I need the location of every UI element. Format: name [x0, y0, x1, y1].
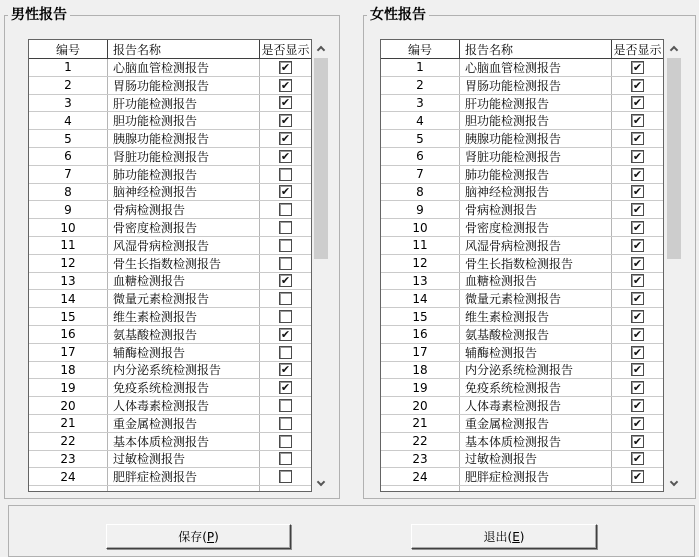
display-checkbox-cell	[612, 308, 663, 325]
row-number-cell: 24	[381, 468, 460, 485]
display-checkbox-cell	[612, 344, 663, 361]
display-checkbox[interactable]: ✔	[280, 185, 291, 199]
display-checkbox[interactable]: ✔	[632, 149, 643, 163]
report-name-cell: 肥胖症检测报告	[460, 468, 612, 485]
chevron-down-icon	[317, 477, 325, 485]
row-number-cell: 9	[29, 201, 108, 218]
female-reports-groupbox	[363, 7, 696, 499]
report-name-cell: 免疫系统检测报告	[460, 379, 612, 396]
display-checkbox[interactable]	[279, 470, 292, 483]
table-row	[381, 290, 663, 308]
table-row	[29, 468, 311, 486]
table-row	[381, 344, 663, 362]
table-row	[29, 219, 311, 237]
row-number-cell: 10	[29, 219, 108, 236]
table-row	[381, 451, 663, 469]
table-row	[29, 451, 311, 469]
row-number-cell: 13	[29, 273, 108, 290]
display-checkbox-cell	[260, 148, 311, 165]
report-name-cell: 肝功能检测报告	[460, 95, 612, 112]
display-checkbox[interactable]: ✔	[632, 274, 643, 288]
table-row	[29, 255, 311, 273]
table-row	[381, 379, 663, 397]
table-row	[381, 201, 663, 219]
table-row	[381, 166, 663, 184]
report-name-cell: 辅酶检测报告	[108, 344, 260, 361]
row-number-cell: 1	[381, 59, 460, 76]
table-row	[381, 362, 663, 380]
table-row	[381, 95, 663, 113]
table-row	[381, 130, 663, 148]
table-row	[29, 148, 311, 166]
table-row	[29, 379, 311, 397]
report-name-cell: 胃肠功能检测报告	[460, 77, 612, 94]
display-checkbox[interactable]: ✔	[632, 381, 643, 395]
report-name-cell: 骨生长指数检测报告	[460, 255, 612, 272]
display-checkbox[interactable]: ✔	[280, 60, 291, 74]
row-number-cell: 2	[29, 77, 108, 94]
male-reports-table	[28, 39, 312, 492]
report-name-cell: 人体毒素检测报告	[108, 397, 260, 414]
row-number-cell: 2	[381, 77, 460, 94]
table-row	[381, 273, 663, 291]
report-name-cell: 骨病检测报告	[108, 201, 260, 218]
table-row	[29, 273, 311, 291]
report-name-cell: 血糖检测报告	[460, 273, 612, 290]
display-checkbox[interactable]: ✔	[632, 185, 643, 199]
report-name-cell: 免疫系统检测报告	[108, 379, 260, 396]
display-checkbox[interactable]	[279, 257, 292, 270]
display-checkbox-cell	[260, 255, 311, 272]
display-checkbox[interactable]	[279, 168, 292, 181]
report-name-cell: 内分泌系统检测报告	[460, 362, 612, 379]
table-row	[381, 255, 663, 273]
display-checkbox[interactable]: ✔	[632, 256, 643, 270]
table-header-row	[29, 40, 311, 59]
table-row	[29, 362, 311, 380]
table-row	[381, 397, 663, 415]
display-checkbox[interactable]	[279, 346, 292, 359]
report-name-cell: 微量元素检测报告	[108, 290, 260, 307]
row-number-cell: 8	[381, 184, 460, 201]
display-checkbox-cell	[612, 130, 663, 147]
row-number-cell: 19	[29, 379, 108, 396]
display-checkbox-cell	[260, 433, 311, 450]
table-row	[381, 59, 663, 77]
table-header-row	[381, 40, 663, 59]
display-checkbox[interactable]: ✔	[632, 78, 643, 92]
table-row	[381, 415, 663, 433]
male-groupbox-title: 男性报告	[8, 6, 70, 24]
display-checkbox[interactable]: ✔	[632, 399, 643, 413]
display-checkbox-cell	[612, 273, 663, 290]
table-row	[29, 201, 311, 219]
exit-button-label: 退出(	[483, 530, 513, 544]
display-checkbox[interactable]: ✔	[280, 114, 291, 128]
display-checkbox[interactable]: ✔	[632, 363, 643, 377]
display-checkbox-cell	[260, 166, 311, 183]
table-body	[29, 59, 311, 492]
display-checkbox-cell	[612, 148, 663, 165]
row-number-cell: 1	[29, 59, 108, 76]
display-checkbox-cell	[260, 95, 311, 112]
row-number-cell: 7	[29, 166, 108, 183]
report-name-cell: 风湿骨病检测报告	[460, 237, 612, 254]
display-checkbox[interactable]: ✔	[280, 96, 291, 110]
female-reports-table	[380, 39, 664, 492]
display-checkbox[interactable]: ✔	[632, 310, 643, 324]
display-checkbox-cell	[260, 397, 311, 414]
table-row	[381, 308, 663, 326]
display-checkbox-cell	[612, 486, 663, 492]
display-checkbox-cell	[612, 433, 663, 450]
display-checkbox-cell	[260, 201, 311, 218]
display-checkbox[interactable]	[279, 221, 292, 234]
display-checkbox[interactable]: ✔	[280, 78, 291, 92]
table-body	[381, 59, 663, 492]
report-name-cell: 心脑血管检测报告	[460, 59, 612, 76]
report-name-cell: 维生素检测报告	[108, 308, 260, 325]
report-name-cell: 肝功能检测报告	[108, 95, 260, 112]
display-checkbox-cell	[612, 166, 663, 183]
report-name-cell: 胰腺功能检测报告	[108, 130, 260, 147]
display-checkbox[interactable]: ✔	[632, 452, 643, 466]
display-checkbox-cell	[260, 273, 311, 290]
report-name-cell: 氨基酸检测报告	[108, 326, 260, 343]
display-checkbox[interactable]: ✔	[632, 345, 643, 359]
display-checkbox[interactable]: ✔	[632, 132, 643, 146]
row-number-cell: 24	[29, 468, 108, 485]
scroll-up-button[interactable]	[313, 39, 329, 56]
row-number-cell: 3	[29, 95, 108, 112]
row-number-cell: 15	[29, 308, 108, 325]
report-name-cell: 肺功能检测报告	[460, 166, 612, 183]
display-checkbox[interactable]: ✔	[280, 327, 291, 341]
display-checkbox[interactable]: ✔	[632, 238, 643, 252]
table-row	[29, 326, 311, 344]
display-checkbox[interactable]: ✔	[632, 114, 643, 128]
table-row	[29, 95, 311, 113]
table-row	[381, 486, 663, 492]
row-number-cell: 16	[381, 326, 460, 343]
display-checkbox[interactable]: ✔	[280, 149, 291, 163]
row-number-cell: 20	[29, 397, 108, 414]
report-name-cell: 骨密度检测报告	[460, 219, 612, 236]
display-checkbox[interactable]	[279, 292, 292, 305]
table-row	[381, 433, 663, 451]
display-checkbox-cell	[260, 451, 311, 468]
column-header-number: 编号	[381, 40, 460, 58]
row-number-cell: 22	[29, 433, 108, 450]
display-checkbox[interactable]	[279, 310, 292, 323]
table-row	[29, 77, 311, 95]
male-reports-groupbox	[4, 7, 340, 499]
row-number-cell: 21	[29, 415, 108, 432]
display-checkbox-cell	[260, 344, 311, 361]
save-hotkey: P	[206, 529, 215, 544]
display-checkbox[interactable]	[279, 417, 292, 430]
table-row	[381, 184, 663, 202]
exit-hotkey: E	[512, 529, 520, 544]
column-header-report-name: 报告名称	[108, 40, 260, 58]
row-number-cell: 5	[381, 130, 460, 147]
column-header-display: 是否显示	[261, 42, 310, 57]
display-checkbox-cell	[260, 415, 311, 432]
display-checkbox[interactable]: ✔	[632, 327, 643, 341]
report-name-cell: 骨病检测报告	[460, 201, 612, 218]
display-checkbox[interactable]: ✔	[632, 167, 643, 181]
display-checkbox-cell	[612, 59, 663, 76]
display-checkbox[interactable]: ✔	[280, 274, 291, 288]
display-checkbox-cell	[612, 95, 663, 112]
display-checkbox-cell	[612, 451, 663, 468]
row-number-cell: 19	[381, 379, 460, 396]
table-row	[29, 344, 311, 362]
report-name-cell: 肺功能检测报告	[108, 166, 260, 183]
display-checkbox[interactable]	[279, 435, 292, 448]
display-checkbox-cell	[612, 201, 663, 218]
display-checkbox-cell	[612, 362, 663, 379]
row-number-cell: 18	[381, 362, 460, 379]
report-name-cell: 胆功能检测报告	[460, 112, 612, 129]
row-number-cell	[29, 486, 108, 492]
display-checkbox-cell	[612, 397, 663, 414]
row-number-cell: 23	[381, 451, 460, 468]
report-name-cell: 胃肠功能检测报告	[108, 77, 260, 94]
report-name-cell: 维生素检测报告	[460, 308, 612, 325]
report-name-cell: 重金属检测报告	[108, 415, 260, 432]
row-number-cell: 9	[381, 201, 460, 218]
display-checkbox[interactable]: ✔	[280, 363, 291, 377]
table-row	[29, 166, 311, 184]
row-number-cell: 18	[29, 362, 108, 379]
row-number-cell: 23	[29, 451, 108, 468]
row-number-cell: 8	[29, 184, 108, 201]
report-name-cell: 人体毒素检测报告	[460, 397, 612, 414]
exit-button-label-suffix: )	[519, 529, 525, 544]
display-checkbox[interactable]	[279, 203, 292, 216]
table-row	[29, 59, 311, 77]
display-checkbox[interactable]: ✔	[632, 416, 643, 430]
display-checkbox-cell	[612, 290, 663, 307]
display-checkbox-cell	[612, 77, 663, 94]
display-checkbox[interactable]: ✔	[632, 434, 643, 448]
chevron-up-icon	[670, 45, 678, 53]
display-checkbox-cell	[612, 379, 663, 396]
report-name-cell: 脑神经检测报告	[460, 184, 612, 201]
table-row	[29, 290, 311, 308]
table-row	[381, 148, 663, 166]
row-number-cell: 21	[381, 415, 460, 432]
display-checkbox-cell	[260, 130, 311, 147]
report-name-cell: 心脑血管检测报告	[108, 59, 260, 76]
report-name-cell: 血糖检测报告	[108, 273, 260, 290]
report-name-cell: 胆功能检测报告	[108, 112, 260, 129]
display-checkbox-cell	[260, 308, 311, 325]
report-name-cell: 氨基酸检测报告	[460, 326, 612, 343]
row-number-cell: 15	[381, 308, 460, 325]
male-table-vertical-scrollbar[interactable]	[313, 39, 329, 492]
table-row	[29, 130, 311, 148]
display-checkbox[interactable]: ✔	[632, 60, 643, 74]
report-name-cell	[460, 486, 612, 492]
report-name-cell: 肾脏功能检测报告	[108, 148, 260, 165]
save-button-label-suffix: )	[214, 529, 219, 544]
display-checkbox[interactable]: ✔	[632, 292, 643, 306]
report-name-cell: 过敏检测报告	[108, 451, 260, 468]
display-checkbox[interactable]: ✔	[632, 470, 643, 484]
female-table-vertical-scrollbar[interactable]	[666, 39, 682, 492]
display-checkbox-cell	[260, 184, 311, 201]
row-number-cell: 11	[29, 237, 108, 254]
table-row	[29, 415, 311, 433]
display-checkbox-cell	[260, 59, 311, 76]
report-name-cell: 基本体质检测报告	[108, 433, 260, 450]
report-name-cell: 骨密度检测报告	[108, 219, 260, 236]
display-checkbox-cell	[612, 468, 663, 485]
display-checkbox-cell	[612, 184, 663, 201]
row-number-cell	[381, 486, 460, 492]
row-number-cell: 7	[381, 166, 460, 183]
table-row	[381, 112, 663, 130]
row-number-cell: 4	[29, 112, 108, 129]
scroll-down-button[interactable]	[313, 475, 329, 492]
display-checkbox[interactable]: ✔	[280, 381, 291, 395]
table-row	[29, 397, 311, 415]
scrollbar-thumb[interactable]	[667, 58, 681, 259]
report-name-cell: 肥胖症检测报告	[108, 468, 260, 485]
exit-button[interactable]	[411, 524, 597, 549]
display-checkbox[interactable]	[279, 399, 292, 412]
table-row	[381, 77, 663, 95]
bottom-button-panel	[8, 505, 695, 557]
column-header-report-name: 报告名称	[460, 40, 612, 58]
table-row	[29, 184, 311, 202]
row-number-cell: 22	[381, 433, 460, 450]
display-checkbox-cell	[612, 415, 663, 432]
display-checkbox[interactable]: ✔	[280, 132, 291, 146]
column-header-display: 是否显示	[613, 42, 662, 57]
row-number-cell: 14	[29, 290, 108, 307]
table-row	[29, 308, 311, 326]
display-checkbox-cell	[260, 379, 311, 396]
row-number-cell: 17	[381, 344, 460, 361]
save-button-label: 保存(	[178, 530, 207, 544]
report-name-cell: 内分泌系统检测报告	[108, 362, 260, 379]
report-name-cell: 胰腺功能检测报告	[460, 130, 612, 147]
row-number-cell: 12	[381, 255, 460, 272]
row-number-cell: 13	[381, 273, 460, 290]
row-number-cell: 14	[381, 290, 460, 307]
scrollbar-thumb[interactable]	[314, 58, 328, 259]
display-checkbox-cell	[260, 326, 311, 343]
display-checkbox-cell	[260, 237, 311, 254]
save-button[interactable]	[106, 524, 291, 549]
display-checkbox[interactable]	[279, 239, 292, 252]
report-name-cell: 骨生长指数检测报告	[108, 255, 260, 272]
row-number-cell: 3	[381, 95, 460, 112]
row-number-cell: 4	[381, 112, 460, 129]
display-checkbox-cell	[260, 219, 311, 236]
display-checkbox-cell	[260, 112, 311, 129]
report-name-cell: 风湿骨病检测报告	[108, 237, 260, 254]
display-checkbox-cell	[612, 326, 663, 343]
display-checkbox[interactable]: ✔	[632, 203, 643, 217]
scroll-up-button[interactable]	[666, 39, 682, 56]
display-checkbox-cell	[612, 219, 663, 236]
display-checkbox-cell	[612, 112, 663, 129]
report-name-cell: 微量元素检测报告	[460, 290, 612, 307]
table-row	[381, 326, 663, 344]
row-number-cell: 11	[381, 237, 460, 254]
row-number-cell: 12	[29, 255, 108, 272]
display-checkbox-cell	[260, 362, 311, 379]
display-checkbox-cell	[260, 290, 311, 307]
row-number-cell: 6	[381, 148, 460, 165]
table-row	[29, 112, 311, 130]
report-name-cell: 脑神经检测报告	[108, 184, 260, 201]
display-checkbox-cell	[260, 486, 311, 492]
chevron-down-icon	[670, 477, 678, 485]
row-number-cell: 20	[381, 397, 460, 414]
chevron-up-icon	[317, 45, 325, 53]
row-number-cell: 17	[29, 344, 108, 361]
report-name-cell	[108, 486, 260, 492]
report-name-cell: 肾脏功能检测报告	[460, 148, 612, 165]
display-checkbox[interactable]: ✔	[632, 96, 643, 110]
report-name-cell: 过敏检测报告	[460, 451, 612, 468]
table-row	[381, 219, 663, 237]
table-row	[29, 237, 311, 255]
display-checkbox-cell	[612, 237, 663, 254]
display-checkbox[interactable]: ✔	[632, 221, 643, 235]
report-name-cell: 基本体质检测报告	[460, 433, 612, 450]
row-number-cell: 16	[29, 326, 108, 343]
row-number-cell: 5	[29, 130, 108, 147]
table-row	[29, 486, 311, 492]
column-header-number: 编号	[29, 40, 108, 58]
display-checkbox-cell	[260, 77, 311, 94]
female-groupbox-title: 女性报告	[367, 6, 429, 24]
report-name-cell: 辅酶检测报告	[460, 344, 612, 361]
row-number-cell: 10	[381, 219, 460, 236]
display-checkbox[interactable]	[279, 452, 292, 465]
display-checkbox-cell	[260, 468, 311, 485]
table-row	[29, 433, 311, 451]
display-checkbox-cell	[612, 255, 663, 272]
report-name-cell: 重金属检测报告	[460, 415, 612, 432]
row-number-cell: 6	[29, 148, 108, 165]
scroll-down-button[interactable]	[666, 475, 682, 492]
table-row	[381, 237, 663, 255]
table-row	[381, 468, 663, 486]
